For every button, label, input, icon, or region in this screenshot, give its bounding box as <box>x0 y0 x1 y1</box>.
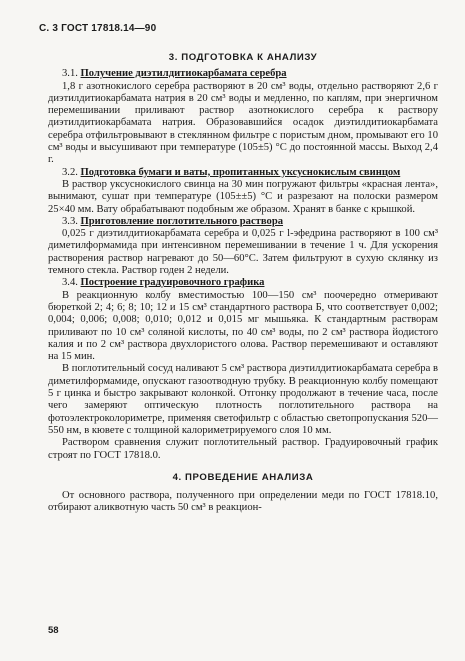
subsection-title: Подготовка бумаги и ваты, пропитанных уксуснокислым свинцом <box>80 166 401 178</box>
subsection-number: 3.2. <box>62 166 78 178</box>
paragraph-3-1: 1,8 г азотнокислого серебра растворяют в 20 см³ воды, отдельно растворяют 2,6 г диэтилдитиокарбамата натрия в 20 см³ воды и медленно, по каплям, при энергичном перемешивании приливают раствор азотнокислого серебра к раствору диэтилдитиокарбамата натрия. Образовавшийся осадок диэтилдитиокарбамата серебра отфильтровывают в стеклянном фильтре с пористым дном, промывают его 10 см³ воды и высушивают при температуре (105±5) °С до постоянной массы. Выход 2,4 г. <box>48 80 438 166</box>
subsection-heading-3-2 <box>48 167 438 179</box>
subsection-number: 3.1. <box>62 68 78 80</box>
document-body <box>48 52 438 515</box>
subsection-title: Построение градуировочного графика <box>80 277 265 289</box>
paragraph-3-4-a: В реакционную колбу вместимостью 100—150 см³ поочередно отмеривают бюреткой 2; 4; 6; 8; 10; 12 и 15 см³ стандартного раствора Б, что соответствует 0,002; 0,004; 0,006; 0,008; 0,010; 0,012 и 0,015 мг мышьяка. К стандартным растворам приливают по 10 см³ соляной кислоты, по 40 см³ воды, по 2 см³ раствора йодистого калия и по 2 см³ раствора двухлористого олова. Раствор перемешивают и оставляют на 15 мин. <box>48 289 438 363</box>
subsection-number: 3.4. <box>62 277 78 289</box>
section-title-3: 3. ПОДГОТОВКА К АНАЛИЗУ <box>168 52 318 63</box>
paragraph-4: От основного раствора, полученного при определении меди по ГОСТ 17818.10, отбирают аликвотную часть 50 см³ в реакцион- <box>48 490 438 514</box>
paragraph-3-4-b: В поглотительный сосуд наливают 5 см³ раствора диэтилдитиокарбамата серебра в диметилформамиде, опускают газоотводную трубку. В реакционную колбу помещают 5 г цинка и быстро закрывают колонкой. Отгонку продолжают в течение часа, после чего замеряют оптическую плотность поглотительного раствора на фотоэлектроколориметре, применяя светофильтр с областью светопропускания 520—550 нм, в кювете с толщиной калориметрируемого слоя 10 мм. <box>48 363 438 436</box>
page-number: 58 <box>48 625 59 636</box>
page-header: С. 3 ГОСТ 17818.14—90 <box>39 23 157 34</box>
subsection-heading-3-1 <box>48 68 438 80</box>
subsection-title: Приготовление поглотительного раствора <box>80 215 284 227</box>
paragraph-3-3: 0,025 г диэтилдитиокарбамата серебра и 0,025 г l-эфедрина растворяют в 100 см³ диметилформамида при интенсивном перемешивании в течение 1 ч. Для ускорения растворения раствор нагревают до 50—60°С. Затем фильтруют в сухую склянку из темного стекла. Раствор годен 2 недели. <box>48 228 438 277</box>
subsection-number: 3.3. <box>62 215 78 227</box>
paragraph-3-4-c: Раствором сравнения служит поглотительный раствор. Градуировочный график строят по ГОСТ 17818.0. <box>48 437 438 461</box>
subsection-heading-3-4 <box>48 277 438 289</box>
subsection-heading-3-3 <box>48 216 438 228</box>
paragraph-3-2: В раствор уксуснокислого свинца на 30 мин погружают фильтры «красная лента», вынимают, сушат при температуре (105±±5) °С и разрезают на полоски размером 25×40 мм. Вату обрабатывают подобным же образом. Хранят в банке с крышкой. <box>48 178 438 215</box>
subsection-title: Получение диэтилдитиокарбамата серебра <box>80 68 287 80</box>
section-title-4: 4. ПРОВЕДЕНИЕ АНАЛИЗА <box>172 471 314 483</box>
